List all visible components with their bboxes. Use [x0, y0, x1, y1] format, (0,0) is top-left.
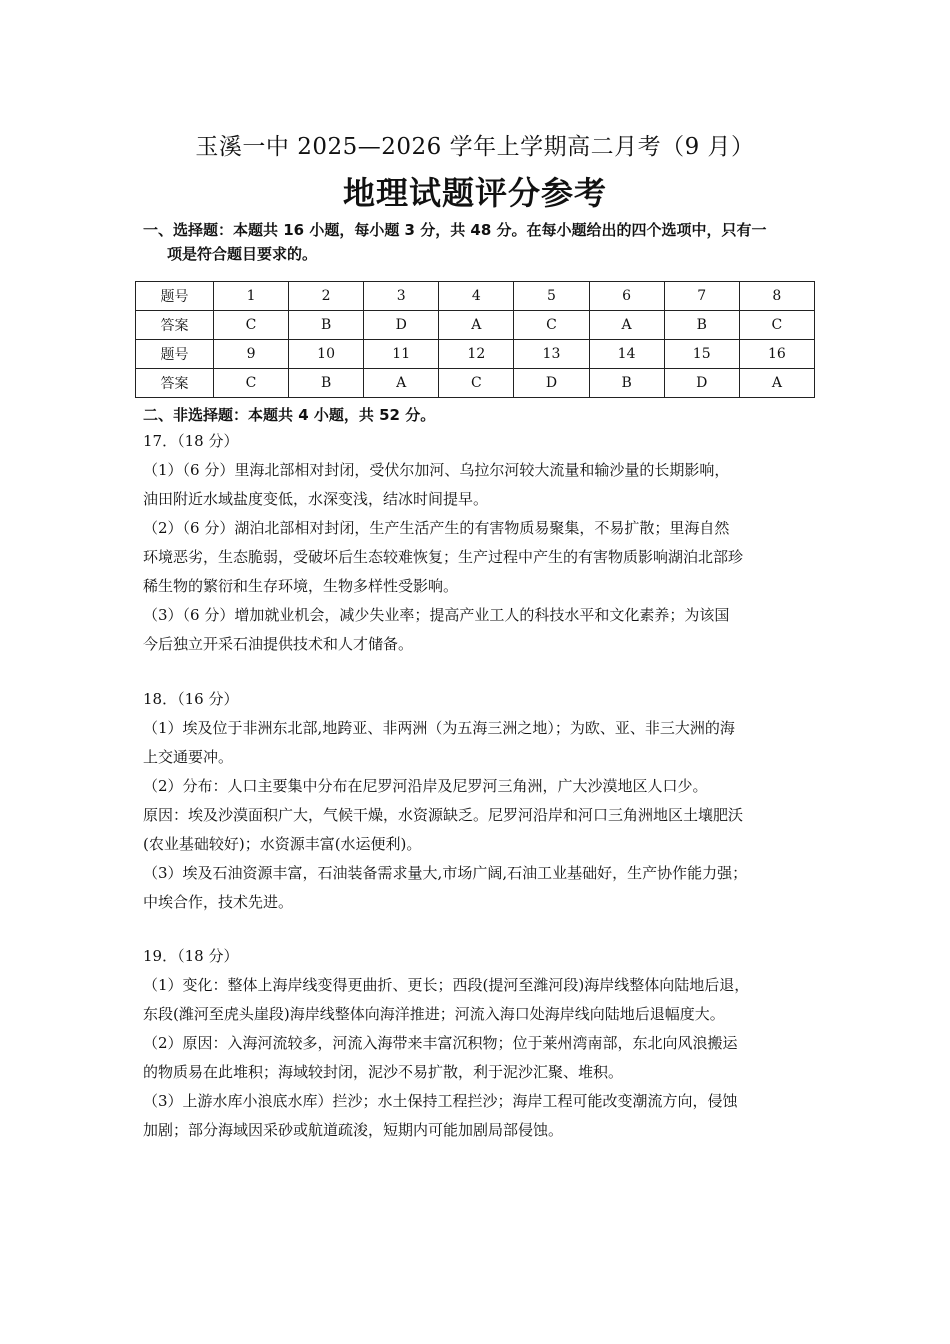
question-17-heading: 17．（18 分）: [143, 432, 239, 450]
section-2-heading: 二、非选择题：本题共 4 小题，共 52 分。: [143, 406, 436, 424]
section-1-line-2: 项是符合题目要求的。: [167, 245, 318, 263]
answer-cell: C: [214, 369, 289, 398]
section-1-heading: [143, 218, 823, 266]
question-number: 16: [739, 340, 814, 369]
answer-cell: C: [739, 311, 814, 340]
question-number: 1: [214, 282, 289, 311]
answer-cell: D: [514, 369, 589, 398]
table-header-cell: 答案: [136, 369, 214, 398]
answer-line: 加剧；部分海域因采砂或航道疏浚，短期内可能加剧局部侵蚀。: [143, 1121, 564, 1139]
answer-line: 原因：埃及沙漠面积广大，气候干燥，水资源缺乏。尼罗河沿岸和河口三角洲地区土壤肥沃: [143, 806, 744, 824]
table-row: [136, 369, 815, 398]
answer-line: 今后独立开采石油提供技术和人才储备。: [143, 635, 414, 653]
answer-line: 中埃合作，技术先进。: [143, 893, 294, 911]
question-19-block: [143, 942, 823, 1145]
question-number: 14: [589, 340, 664, 369]
answer-cell: D: [364, 311, 439, 340]
answer-line: 上交通要冲。: [143, 748, 234, 766]
answer-line: (农业基础较好)；水资源丰富(水运便利)。: [143, 835, 422, 853]
table-header-cell: 答案: [136, 311, 214, 340]
answer-cell: B: [589, 369, 664, 398]
question-number: 2: [289, 282, 364, 311]
question-number: 9: [214, 340, 289, 369]
page-title: 地理试题评分参考: [342, 174, 607, 212]
table-row: [136, 282, 815, 311]
answer-table: [135, 281, 815, 398]
question-number: 8: [739, 282, 814, 311]
answer-cell: C: [514, 311, 589, 340]
answer-cell: C: [439, 369, 514, 398]
answer-line: （3）埃及石油资源丰富，石油装备需求量大,市场广阔,石油工业基础好，生产协作能力强；: [143, 864, 748, 882]
table-row: [136, 311, 815, 340]
answer-cell: A: [589, 311, 664, 340]
answer-cell: B: [289, 311, 364, 340]
answer-line: （1）埃及位于非洲东北部,地跨亚、非两洲（为五海三洲之地）；为欧、亚、非三大洲的海: [143, 719, 735, 737]
question-number: 5: [514, 282, 589, 311]
section-1-line-1: 一、选择题：本题共 16 小题，每小题 3 分，共 48 分。在每小题给出的四个选项中，只有一: [143, 221, 767, 239]
question-18-block: [143, 685, 823, 917]
answer-cell: D: [664, 369, 739, 398]
answer-line: 稀生物的繁衍和生存环境，生物多样性受影响。: [143, 577, 459, 595]
answer-line: 的物质易在此堆积；海域较封闭，泥沙不易扩散，利于泥沙汇聚、堆积。: [143, 1063, 624, 1081]
answer-cell: A: [739, 369, 814, 398]
answer-line: （2）（6 分）湖泊北部相对封闭，生产生活产生的有害物质易聚集，不易扩散；里海自然: [143, 519, 730, 537]
table-header-cell: 题号: [136, 282, 214, 311]
answer-cell: A: [439, 311, 514, 340]
table-row: [136, 340, 815, 369]
answer-line: （1）变化：整体上海岸线变得更曲折、更长；西段(提河至潍河段)海岸线整体向陆地后退，: [143, 976, 750, 994]
answer-line: 环境恶劣，生态脆弱，受破坏后生态较难恢复；生产过程中产生的有害物质影响湖泊北部珍: [143, 548, 744, 566]
question-19-heading: 19．（18 分）: [143, 947, 239, 965]
question-number: 13: [514, 340, 589, 369]
question-number: 15: [664, 340, 739, 369]
answer-cell: B: [664, 311, 739, 340]
question-number: 12: [439, 340, 514, 369]
question-number: 4: [439, 282, 514, 311]
answer-line: 东段(潍河至虎头崖段)海岸线整体向海洋推进；河流入海口处海岸线向陆地后退幅度大。: [143, 1005, 725, 1023]
answer-line: （3）上游水库小浪底水库）拦沙；水土保持工程拦沙；海岸工程可能改变潮流方向，侵蚀: [143, 1092, 738, 1110]
question-17-block: [143, 427, 823, 659]
question-number: 10: [289, 340, 364, 369]
answer-line: （2）原因：入海河流较多，河流入海带来丰富沉积物；位于莱州湾南部，东北向风浪搬运: [143, 1034, 738, 1052]
table-header-cell: 题号: [136, 340, 214, 369]
question-18-heading: 18．（16 分）: [143, 690, 239, 708]
answer-cell: C: [214, 311, 289, 340]
answer-cell: A: [364, 369, 439, 398]
answer-line: （3）（6 分）增加就业机会，减少失业率；提高产业工人的科技水平和文化素养；为该国: [143, 606, 730, 624]
answer-line: （1）（6 分）里海北部相对封闭，受伏尔加河、乌拉尔河较大流量和输沙量的长期影响，: [143, 461, 730, 479]
question-number: 7: [664, 282, 739, 311]
question-number: 11: [364, 340, 439, 369]
answer-cell: B: [289, 369, 364, 398]
question-number: 3: [364, 282, 439, 311]
question-number: 6: [589, 282, 664, 311]
exam-title: 玉溪一中 2025—2026 学年上学期高二月考（9 月）: [195, 134, 755, 160]
answer-line: （2）分布：人口主要集中分布在尼罗河沿岸及尼罗河三角洲，广大沙漠地区人口少。: [143, 777, 708, 795]
answer-line: 油田附近水域盐度变低，水深变浅，结冰时间提早。: [143, 490, 489, 508]
